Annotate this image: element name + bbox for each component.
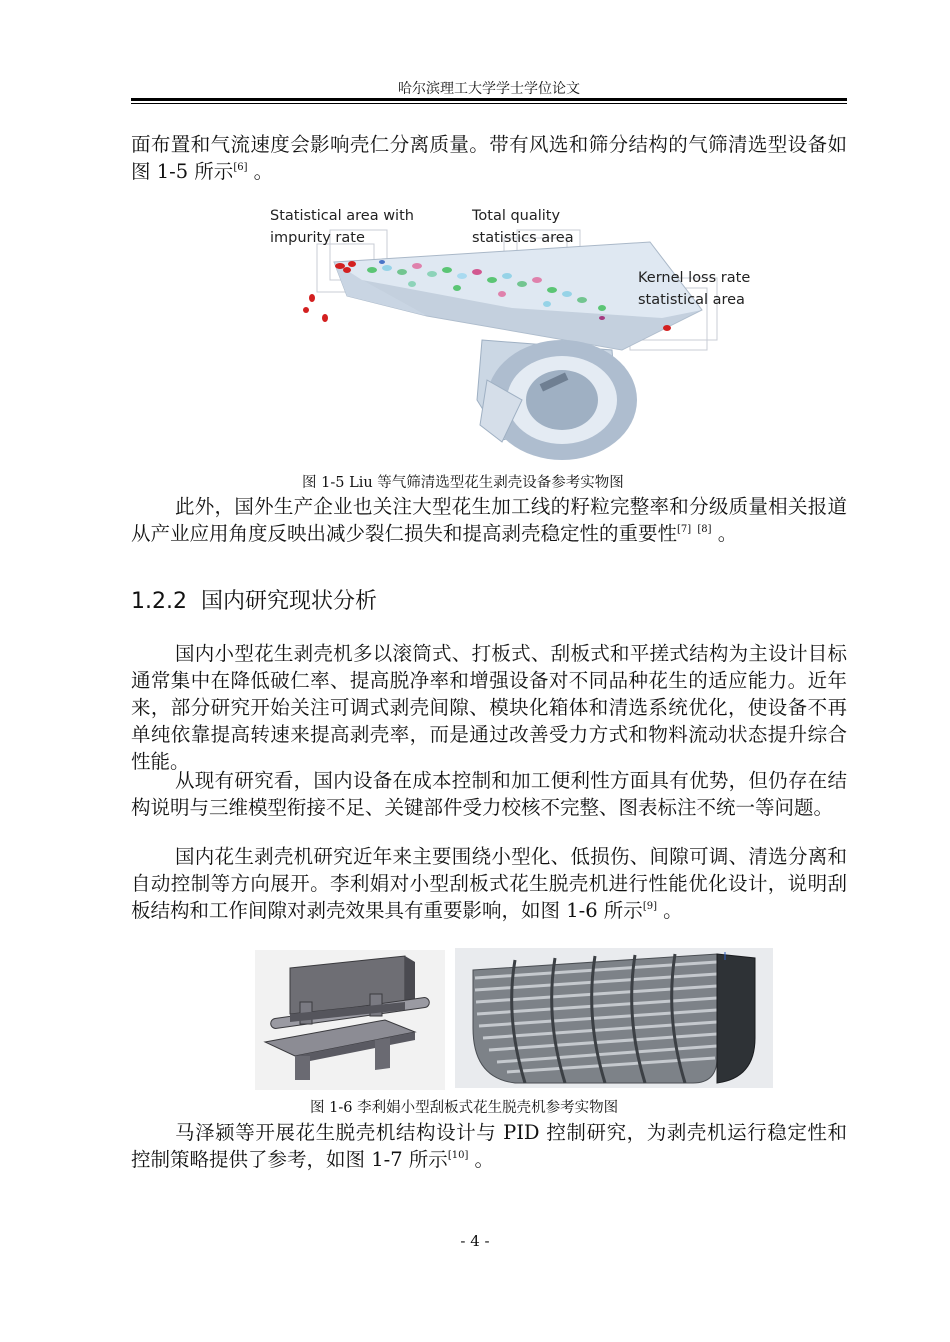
page-number: - 4 - [460,1232,490,1250]
figure-1-6-caption: 图 1-6 李利娟小型刮板式花生脱壳机参考实物图 [310,1100,619,1116]
figure-1-6-rotor-image [255,950,445,1090]
running-header: 哈尔滨理工大学学士学位论文 [398,81,580,97]
paragraph-4: 从现有研究看，国内设备在成本控制和加工便利性方面具有优势，但仍存在结构说明与三维模型衔接不足、关键部件受力校核不完整、图表标注不统一等问题。 [131,769,847,819]
kernel-area-label-line1: Kernel loss rate [638,270,751,286]
paragraph-2 [131,493,847,547]
figure-1-5-caption: 图 1-5 Liu 等气筛清选型花生剥壳设备参考实物图 [302,475,624,491]
header-rule-thick [131,98,847,101]
paragraph-6 [131,1119,847,1173]
citation-6: [6] [233,162,248,173]
paragraph-1 [131,131,847,185]
paragraph-5 [131,843,847,924]
quality-area-label-line1: Total quality [472,208,561,224]
impurity-area-label-line2: impurity rate [270,230,365,246]
paragraph-5-text: 国内花生剥壳机研究近年来主要围绕小型化、低损伤、间隙可调、清选分离和自动控制等方向展开。李利娟对小型刮板式花生脱壳机进行性能优化设计，说明刮板结构和工作间隙对剥壳效果具有重要影响，如图 1-6 所示 [131,845,847,922]
citation-7: [7] [677,524,692,535]
header-rule-thin [131,103,847,104]
citation-8: [8] [697,524,712,535]
paragraph-2-text: 此外，国外生产企业也关注大型花生加工线的籽粒完整率和分级质量相关报道从产业应用角度反映出减少裂仁损失和提高剥壳稳定性的重要性 [131,495,847,545]
section-title: 国内研究现状分析 [200,589,377,614]
paragraph-5-tail: 。 [656,899,683,922]
paragraph-2-tail: 。 [711,522,738,545]
citation-9: [9] [642,901,657,912]
section-number: 1.2.2 [131,589,187,614]
paragraph-3: 国内小型花生剥壳机多以滚筒式、打板式、刮板式和平搓式结构为主设计目标通常集中在降低破仁率、提高脱净率和增强设备对不同品种花生的适应能力。近年来，部分研究开始关注可调式剥壳间隙、模块化箱体和清选系统优化，使设备不再单纯依靠提高转速来提高剥壳率，而是通过改善受力方式和物料流动状态提升综合性能。 [131,642,847,773]
paragraph-6-text: 马泽颍等开展花生脱壳机结构设计与 PID 控制研究，为剥壳机运行稳定性和控制策略提供了参考，如图 1-7 所示 [131,1121,847,1171]
paragraph-1-text: 面布置和气流速度会影响壳仁分离质量。带有风选和筛分结构的气筛清选型设备如图 1-5 所示 [131,133,847,183]
figure-1-5-image [262,200,751,462]
quality-area-label-line2: statistics area [472,230,574,246]
impurity-area-label-line1: Statistical area with [270,208,414,224]
figure-1-6-drum-image [455,948,773,1088]
kernel-area-label-line2: statistical area [638,292,745,308]
paragraph-1-tail: 。 [247,160,274,183]
citation-10: [10] [447,1150,469,1161]
paragraph-6-tail: 。 [468,1148,495,1171]
section-heading [131,584,377,615]
